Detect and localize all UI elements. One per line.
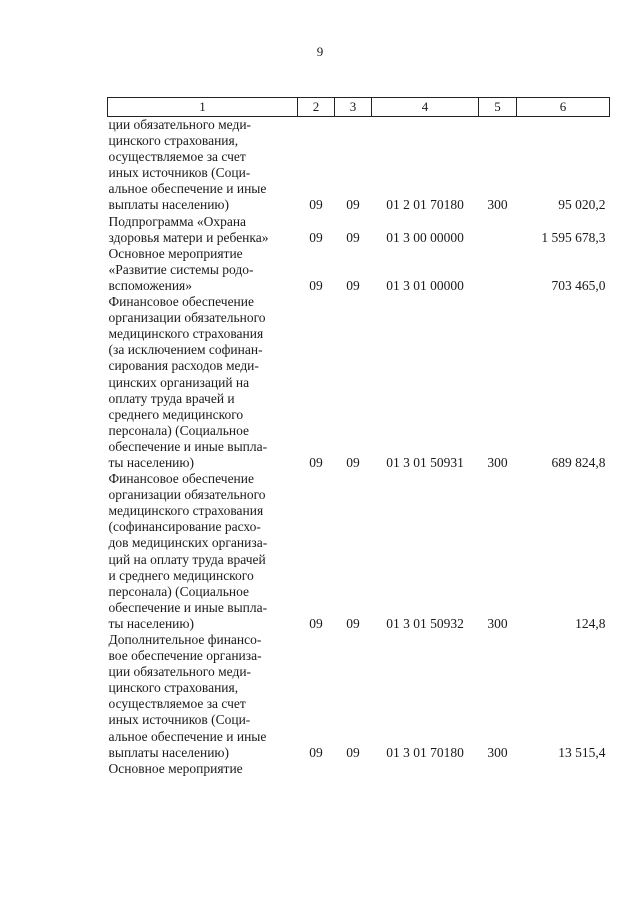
row-name-line: вспоможения» (108, 277, 193, 293)
row-name-line: организации обязательного (108, 487, 266, 503)
expense-type-cell: 300 (487, 744, 508, 760)
row-name-line: ты населению) (108, 615, 194, 631)
target-article-cell (372, 761, 479, 777)
row-name-line: (за исключением софинан- (108, 342, 263, 358)
header-col-1: 1 (108, 98, 298, 117)
row-name-line: ты населению) (108, 454, 194, 470)
row-name-line: среднего медицинского (108, 406, 244, 422)
row-name-line: Основное мероприятие (108, 760, 243, 776)
subsection-code-cell: 09 (346, 744, 360, 760)
row-name-cell (108, 246, 298, 294)
row-name-line: цинского страхования, (108, 133, 239, 149)
row-name-line: ции обязательного меди- (108, 664, 252, 680)
row-name-line: медицинского страхования (108, 326, 264, 342)
row-name-line: ции обязательного меди- (108, 117, 252, 132)
row-name-cell (108, 761, 298, 777)
section-code-cell (298, 761, 335, 777)
expense-type-cell: 300 (487, 197, 508, 213)
page-number: 9 (316, 44, 324, 59)
row-name-line: цинского страхования, (108, 680, 239, 696)
header-col-3: 3 (335, 98, 372, 117)
section-code-cell: 09 (309, 197, 323, 213)
section-code-cell: 09 (309, 615, 323, 631)
row-name-line: вое обеспечение организа- (108, 648, 262, 664)
table-row (108, 117, 610, 214)
row-name-cell (108, 632, 298, 761)
row-name-line: альное обеспечение и иные (108, 728, 267, 744)
row-name-line: оплату труда врачей и (108, 390, 235, 406)
row-name-line: здоровья матери и ребенка» (108, 229, 269, 245)
table-row (108, 214, 610, 246)
target-article-cell: 01 2 01 70180 (386, 197, 464, 213)
amount-cell: 1 595 678,3 (541, 229, 606, 245)
row-name-line: альное обеспечение и иные (108, 181, 267, 197)
row-name-cell (108, 294, 298, 471)
row-name-line: Основное мероприятие (108, 245, 243, 261)
row-name-line: организации обязательного (108, 310, 266, 326)
row-name-line: обеспечение и иные выпла- (108, 599, 268, 615)
row-name-line: персонала) (Социальное (108, 422, 249, 438)
table-header (108, 98, 610, 117)
amount-cell: 95 020,2 (558, 197, 606, 213)
row-name-cell (108, 117, 298, 214)
table-row (108, 294, 610, 471)
target-article-cell: 01 3 01 70180 (386, 744, 464, 760)
row-name-line: обеспечение и иные выпла- (108, 438, 268, 454)
row-name-line: Финансовое обеспечение (108, 471, 255, 487)
row-name-line: дов медицинских организа- (108, 535, 268, 551)
table-row (108, 761, 610, 777)
target-article-cell: 01 3 00 00000 (386, 229, 464, 245)
row-name-line: цинских организаций на (108, 374, 250, 390)
expense-type-cell (479, 761, 517, 777)
amount-cell: 703 465,0 (551, 277, 606, 293)
row-name-line: Дополнительное финансо- (108, 632, 262, 647)
table-row (108, 471, 610, 632)
expense-type-cell: 300 (487, 615, 508, 631)
row-name-line: осуществляемое за счет (108, 696, 246, 712)
target-article-cell: 01 3 01 50932 (386, 615, 464, 631)
amount-cell: 13 515,4 (558, 744, 606, 760)
amount-cell: 124,8 (575, 615, 606, 631)
subsection-code-cell: 09 (346, 229, 360, 245)
row-name-cell (108, 214, 298, 246)
target-article-cell: 01 3 01 50931 (386, 454, 464, 470)
row-name-line: сирования расходов меди- (108, 358, 259, 374)
header-col-4: 4 (372, 98, 479, 117)
row-name-cell (108, 471, 298, 632)
expense-type-cell: 300 (487, 454, 508, 470)
section-code-cell: 09 (309, 229, 323, 245)
row-name-line: персонала) (Социальное (108, 583, 249, 599)
row-name-line: и среднего медицинского (108, 567, 254, 583)
row-name-line: выплаты населению) (108, 197, 230, 213)
row-name-line: иных источников (Соци- (108, 712, 251, 728)
subsection-code-cell: 09 (346, 197, 360, 213)
table-body (108, 117, 610, 777)
row-name-line: Подпрограмма «Охрана (108, 213, 247, 229)
row-name-line: выплаты населению) (108, 744, 230, 760)
row-name-line: осуществляемое за счет (108, 149, 246, 165)
header-col-2: 2 (298, 98, 335, 117)
budget-table (107, 97, 610, 777)
section-code-cell: 09 (309, 454, 323, 470)
amount-cell (517, 761, 610, 777)
row-name-line: Финансовое обеспечение (108, 294, 255, 310)
amount-cell: 689 824,8 (551, 454, 606, 470)
row-name-line: медицинского страхования (108, 503, 264, 519)
row-name-line: «Развитие системы родо- (108, 261, 254, 277)
subsection-code-cell: 09 (346, 454, 360, 470)
row-name-line: иных источников (Соци- (108, 165, 251, 181)
header-col-5: 5 (479, 98, 517, 117)
subsection-code-cell (335, 761, 372, 777)
row-name-line: (софинансирование расхо- (108, 519, 261, 535)
section-code-cell: 09 (309, 277, 323, 293)
row-name-line: ций на оплату труда врачей (108, 551, 266, 567)
subsection-code-cell: 09 (346, 277, 360, 293)
expense-type-cell (479, 246, 517, 294)
table-row (108, 246, 610, 294)
section-code-cell: 09 (309, 744, 323, 760)
subsection-code-cell: 09 (346, 615, 360, 631)
header-col-6: 6 (517, 98, 610, 117)
target-article-cell: 01 3 01 00000 (386, 277, 464, 293)
expense-type-cell (479, 214, 517, 246)
table-row (108, 632, 610, 761)
